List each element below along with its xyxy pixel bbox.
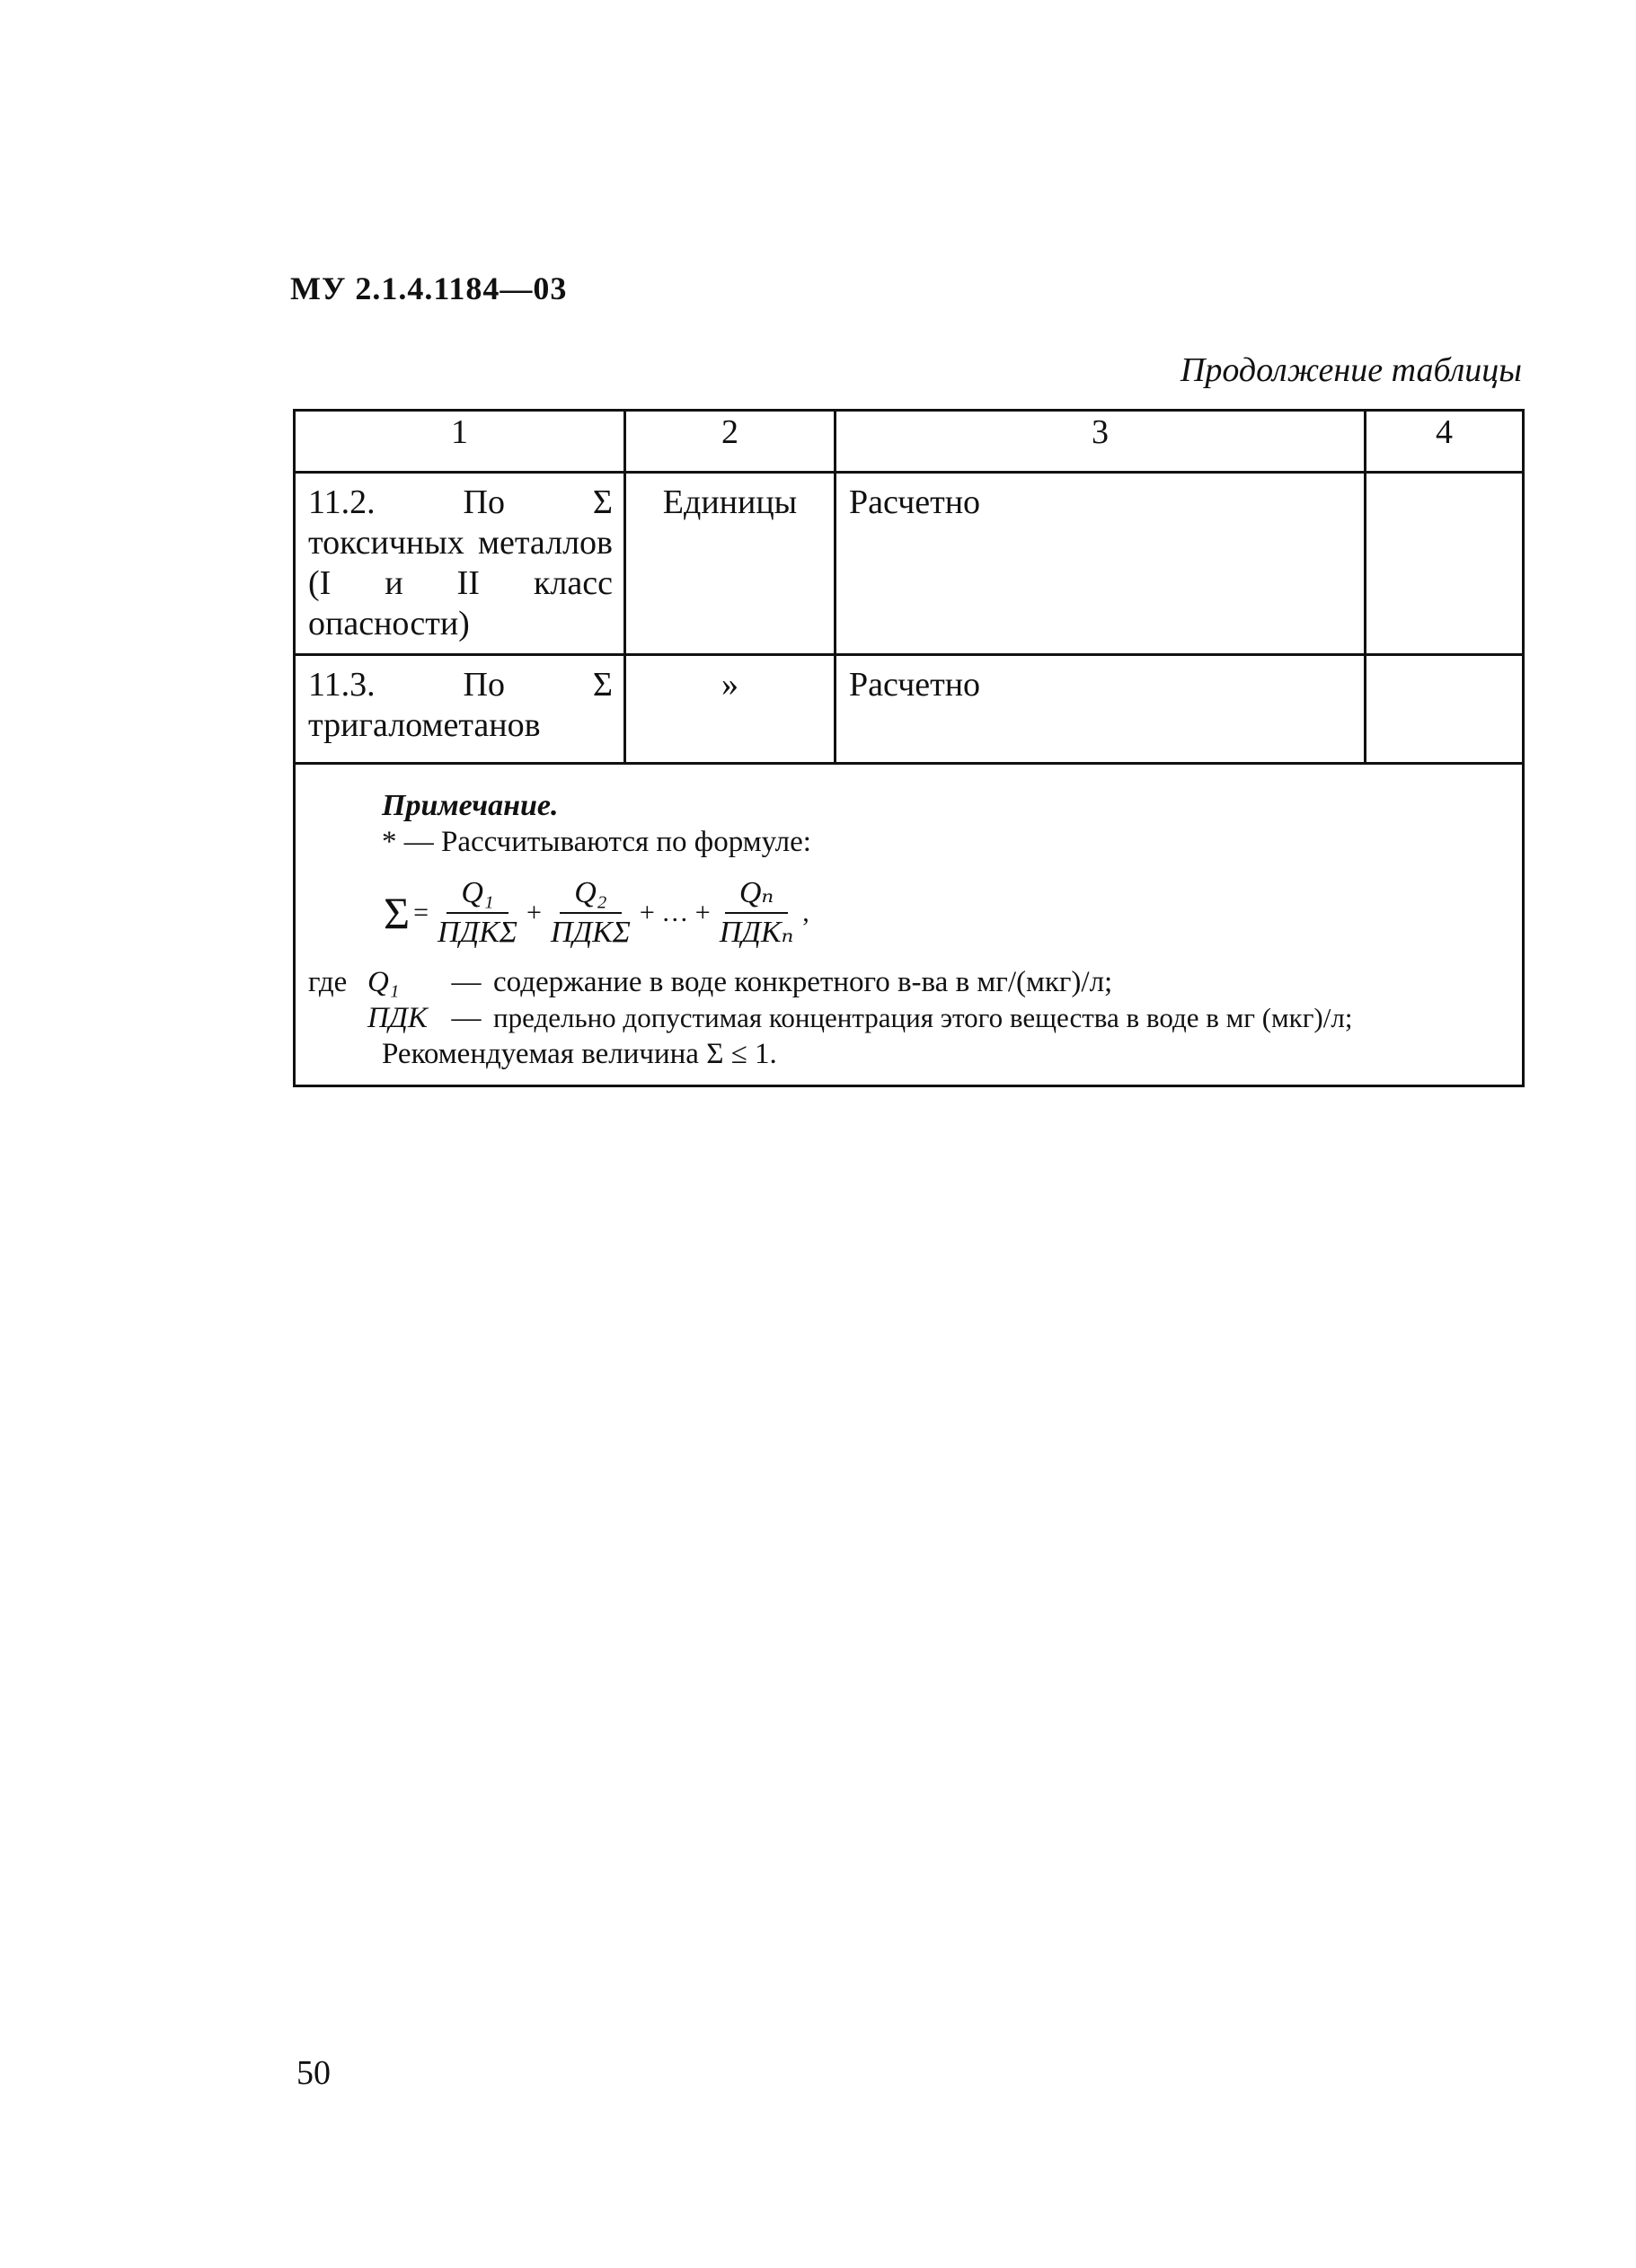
unit-cell: » xyxy=(625,655,836,764)
definition-symbol: Q₁ xyxy=(367,966,400,998)
column-number-2: 2 xyxy=(625,411,836,473)
fraction-denominator: ПДКΣ xyxy=(550,916,631,949)
definition-text: содержание в воде конкретного в-ва в мг/(мкг)/л; xyxy=(493,966,1113,998)
formula-ellipsis: + … + xyxy=(639,898,711,927)
table-row xyxy=(295,473,1524,655)
method-cell: Расчетно xyxy=(836,655,1366,764)
table-continuation-label: Продолжение таблицы xyxy=(1180,351,1522,389)
fraction-denominator: ПДКΣ xyxy=(438,916,517,949)
column-number-row xyxy=(295,411,1524,473)
note-text: * — Рассчитываются по формуле: xyxy=(382,826,811,858)
definition-dash: — xyxy=(451,1002,482,1034)
fraction-numerator: Q₁ xyxy=(447,876,508,914)
indicator-cell: 11.2. По Σ токсичных металлов (I и II класс опасности) xyxy=(295,473,625,655)
column-number-4: 4 xyxy=(1366,411,1524,473)
where-label: где xyxy=(308,966,348,998)
note-title: Примечание. xyxy=(382,789,559,822)
recommendation-text: Рекомендуемая величина Σ ≤ 1. xyxy=(382,1038,777,1070)
formula-equals: = xyxy=(413,898,429,927)
formula-fraction-2 xyxy=(551,876,631,950)
note-cell xyxy=(295,764,1524,1086)
col4-cell xyxy=(1366,655,1524,764)
formula-comma: , xyxy=(802,898,809,927)
method-cell: Расчетно xyxy=(836,473,1366,655)
formula-sigma: Σ xyxy=(384,888,411,938)
fraction-numerator: Qₙ xyxy=(725,876,788,914)
definition-dash: — xyxy=(451,966,482,998)
col4-cell xyxy=(1366,473,1524,655)
fraction-denominator: ПДКₙ xyxy=(719,916,794,949)
unit-cell: Единицы xyxy=(625,473,836,655)
formula-fraction-1 xyxy=(438,876,517,950)
column-number-1: 1 xyxy=(295,411,625,473)
sum-formula xyxy=(384,876,1513,950)
table-row xyxy=(295,655,1524,764)
fraction-numerator: Q₂ xyxy=(560,876,621,914)
definition-q xyxy=(308,964,1513,1000)
formula-fraction-n xyxy=(720,876,794,950)
indicator-cell: 11.3. По Σ тригалометанов xyxy=(295,655,625,764)
document-code: МУ 2.1.4.1184—03 xyxy=(290,270,568,306)
definition-text: предельно допустимая концентрация этого вещества в воде в мг (мкг)/л; xyxy=(493,1002,1353,1033)
column-number-3: 3 xyxy=(836,411,1366,473)
note-row xyxy=(295,764,1524,1086)
page-number: 50 xyxy=(296,2054,331,2092)
formula-plus: + xyxy=(526,898,542,927)
definition-symbol: ПДК xyxy=(367,1002,428,1034)
definition-pdk xyxy=(308,1000,1513,1036)
data-table xyxy=(293,409,1525,1087)
